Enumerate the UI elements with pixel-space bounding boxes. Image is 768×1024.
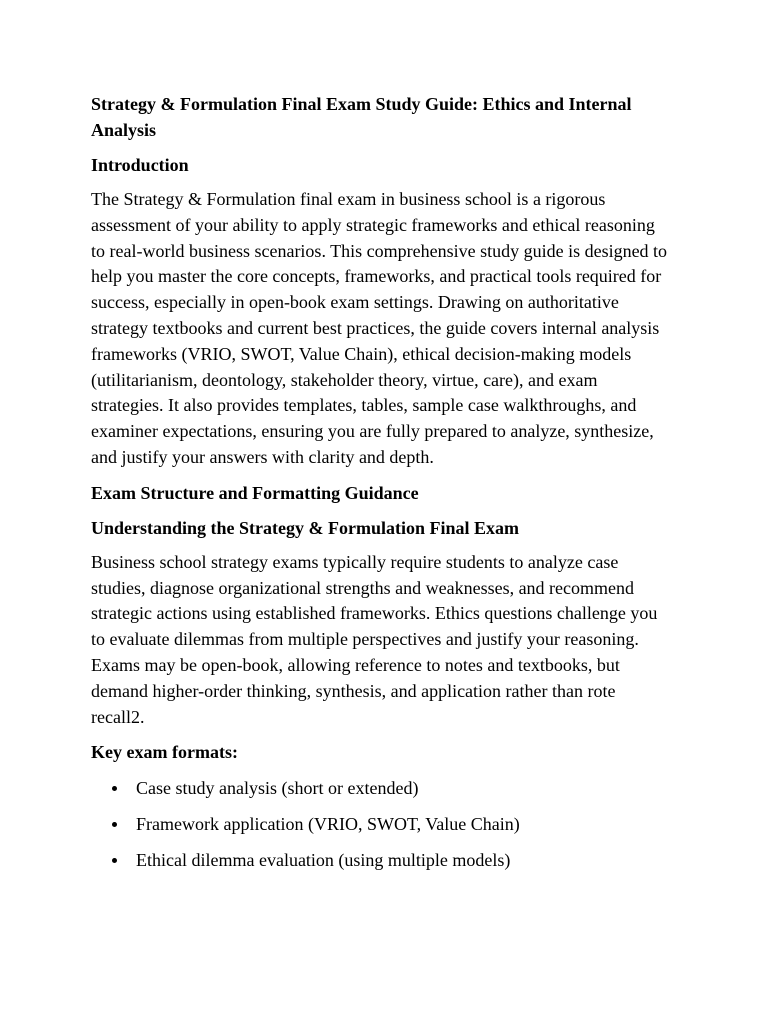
list-item-text: Framework application (VRIO, SWOT, Value Chain) bbox=[136, 814, 520, 835]
document-title: Strategy & Formulation Final Exam Study Guide: Ethics and Internal Analysis bbox=[91, 94, 632, 140]
key-formats-list bbox=[91, 775, 671, 873]
list-item bbox=[91, 847, 671, 873]
list-item-text: Ethical dilemma evaluation (using multiple models) bbox=[136, 850, 511, 871]
exam-structure-heading: Exam Structure and Formatting Guidance bbox=[91, 482, 419, 503]
list-item bbox=[91, 775, 671, 801]
understanding-exam-heading: Understanding the Strategy & Formulation Final Exam bbox=[91, 517, 520, 538]
bullet-icon bbox=[112, 858, 117, 863]
list-item-text: Case study analysis (short or extended) bbox=[136, 778, 419, 799]
list-item bbox=[91, 811, 671, 837]
bullet-icon bbox=[112, 822, 117, 827]
understanding-exam-paragraph: Business school strategy exams typically require students to analyze case studies, diagnose organizational strengths and weaknesses, and recommend strategic actions using established frameworks. Ethics questions challenge you to evaluate dilemmas from multiple perspectives and justify your reasoning. Exams may be open-book, allowing reference to notes and textbooks, but demand higher-order thinking, synthesis, and application rather than rote recall2. bbox=[91, 551, 658, 727]
introduction-paragraph: The Strategy & Formulation final exam in business school is a rigorous assessment of your ability to apply strategic frameworks and ethical reasoning to real-world business scenarios. This comprehensive study guide is designed to help you master the core concepts, frameworks, and practical tools required for success, especially in open-book exam settings. Drawing on authoritative strategy textbooks and current best practices, the guide covers internal analysis frameworks (VRIO, SWOT, Value Chain), ethical decision-making models (utilitarianism, deontology, stakeholder theory, virtue, care), and exam strategies. It also provides templates, tables, sample case walkthroughs, and examiner expectations, ensuring you are fully prepared to analyze, synthesize, and justify your answers with clarity and depth. bbox=[91, 189, 668, 467]
key-formats-label: Key exam formats: bbox=[91, 742, 238, 763]
document-page bbox=[91, 91, 671, 883]
bullet-icon bbox=[112, 786, 117, 791]
introduction-heading: Introduction bbox=[91, 155, 189, 175]
